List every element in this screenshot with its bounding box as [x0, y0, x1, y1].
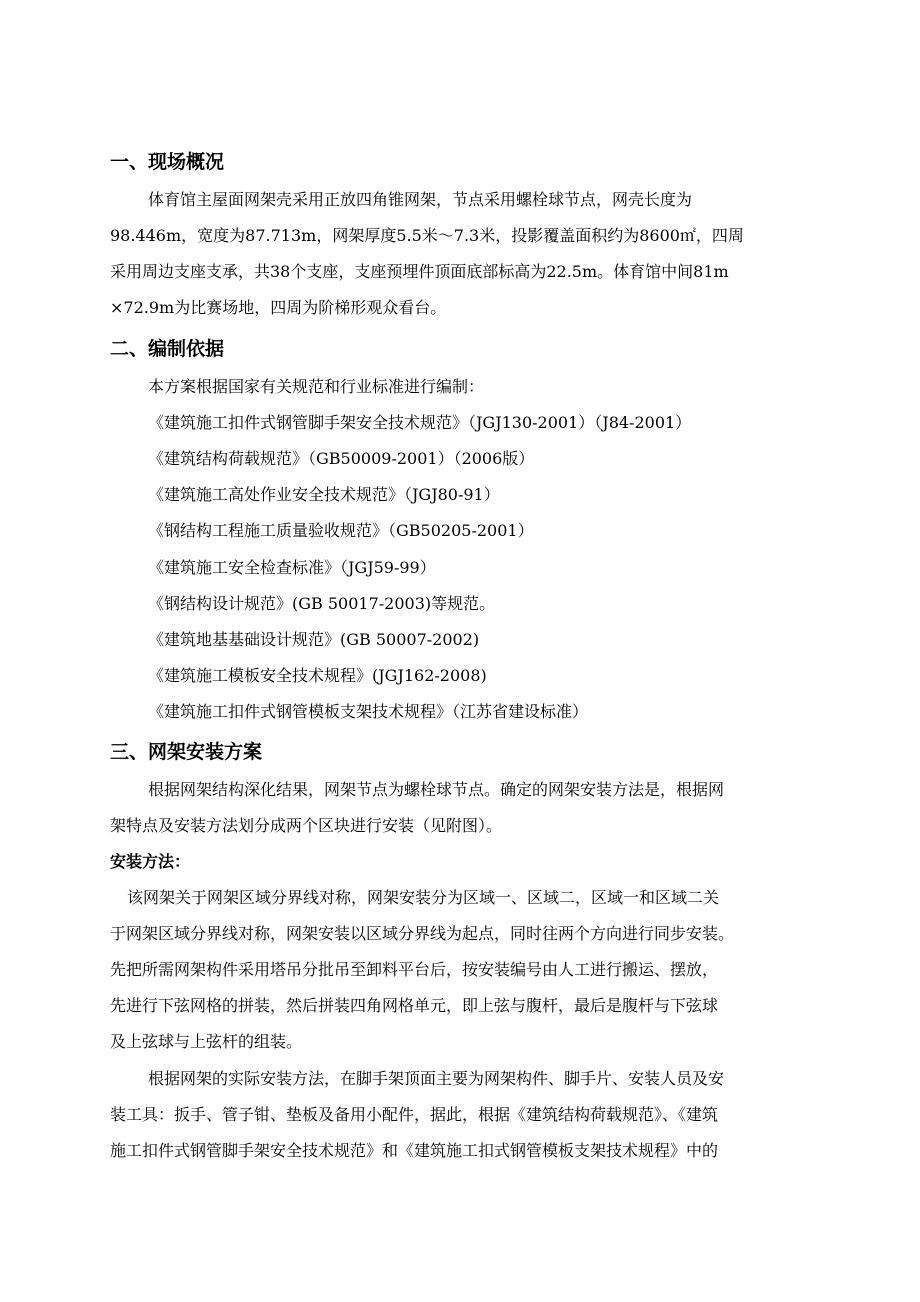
paragraph-line: 装工具：扳手、管子钳、垫板及备用小配件，据此，根据《建筑结构荷载规范》、《建筑: [110, 1105, 719, 1124]
reference-item: 《建筑结构荷载规范》（GB50009-2001）（2006版）: [148, 449, 535, 468]
paragraph-line: 采用周边支座支承，共38个支座，支座预埋件顶面底部标高为22.5m。体育馆中间81m: [110, 262, 729, 281]
subheading-method: 安装方法：: [110, 852, 191, 871]
reference-item: 《建筑施工安全检查标准》（JGJ59-99）: [148, 558, 436, 577]
paragraph-line: 及上弦球与上弦杆的组装。: [110, 1032, 303, 1051]
paragraph-line: 该网架关于网架区域分界线对称，网架安装分为区域一、区域二，区域一和区域二关: [127, 888, 720, 907]
reference-item: 《建筑施工扣件式钢管模板支架技术规程》（江苏省建设标准）: [148, 702, 589, 721]
paragraph-line: 98.446m，宽度为87.713m，网架厚度5.5米～7.3米，投影覆盖面积约为8600㎡，四周: [110, 226, 744, 245]
section-heading-site-overview: 一、现场概况: [110, 151, 225, 173]
reference-item: 《钢结构设计规范》(GB 50017-2003)等规范。: [148, 594, 496, 613]
paragraph-line: 架特点及安装方法划分成两个区块进行安装（见附图）。: [110, 816, 503, 835]
paragraph-line: 先把所需网架构件采用塔吊分批吊至卸料平台后，按安装编号由人工进行搬运、摆放，: [110, 960, 719, 979]
paragraph-line: 施工扣件式钢管脚手架安全技术规范》和《建筑施工扣式钢管模板支架技术规程》中的: [110, 1141, 719, 1160]
paragraph-line: 先进行下弦网格的拼装，然后拼装四角网格单元，即上弦与腹杆，最后是腹杆与下弦球: [110, 996, 719, 1015]
section-heading-basis: 二、编制依据: [110, 338, 225, 360]
paragraph-line: 体育馆主屋面网架壳采用正放四角锥网架，节点采用螺栓球节点，网壳长度为: [148, 190, 693, 209]
reference-item: 《建筑地基基础设计规范》(GB 50007-2002): [148, 630, 480, 649]
reference-item: 《钢结构工程施工质量验收规范》（GB50205-2001）: [148, 521, 534, 540]
paragraph-line: 根据网架的实际安装方法，在脚手架顶面主要为网架构件、脚手片、安装人员及安: [148, 1069, 725, 1088]
reference-item: 《建筑施工高处作业安全技术规范》（JGJ80-91）: [148, 485, 500, 504]
paragraph-line: 于网架区域分界线对称，网架安装以区域分界线为起点，同时往两个方向进行同步安装。: [110, 924, 735, 943]
paragraph-line: ×72.9m为比赛场地，四周为阶梯形观众看台。: [110, 298, 447, 317]
paragraph-line: 根据网架结构深化结果，网架节点为螺栓球节点。确定的网架安装方法是，根据网: [148, 780, 725, 799]
reference-item: 《建筑施工扣件式钢管脚手架安全技术规范》（JGJ130-2001）（J84-2001）: [148, 413, 692, 432]
reference-item: 《建筑施工模板安全技术规程》(JGJ162-2008): [148, 666, 487, 685]
paragraph-line: 本方案根据国家有关规范和行业标准进行编制：: [148, 377, 485, 396]
section-heading-installation: 三、网架安装方案: [110, 741, 263, 763]
